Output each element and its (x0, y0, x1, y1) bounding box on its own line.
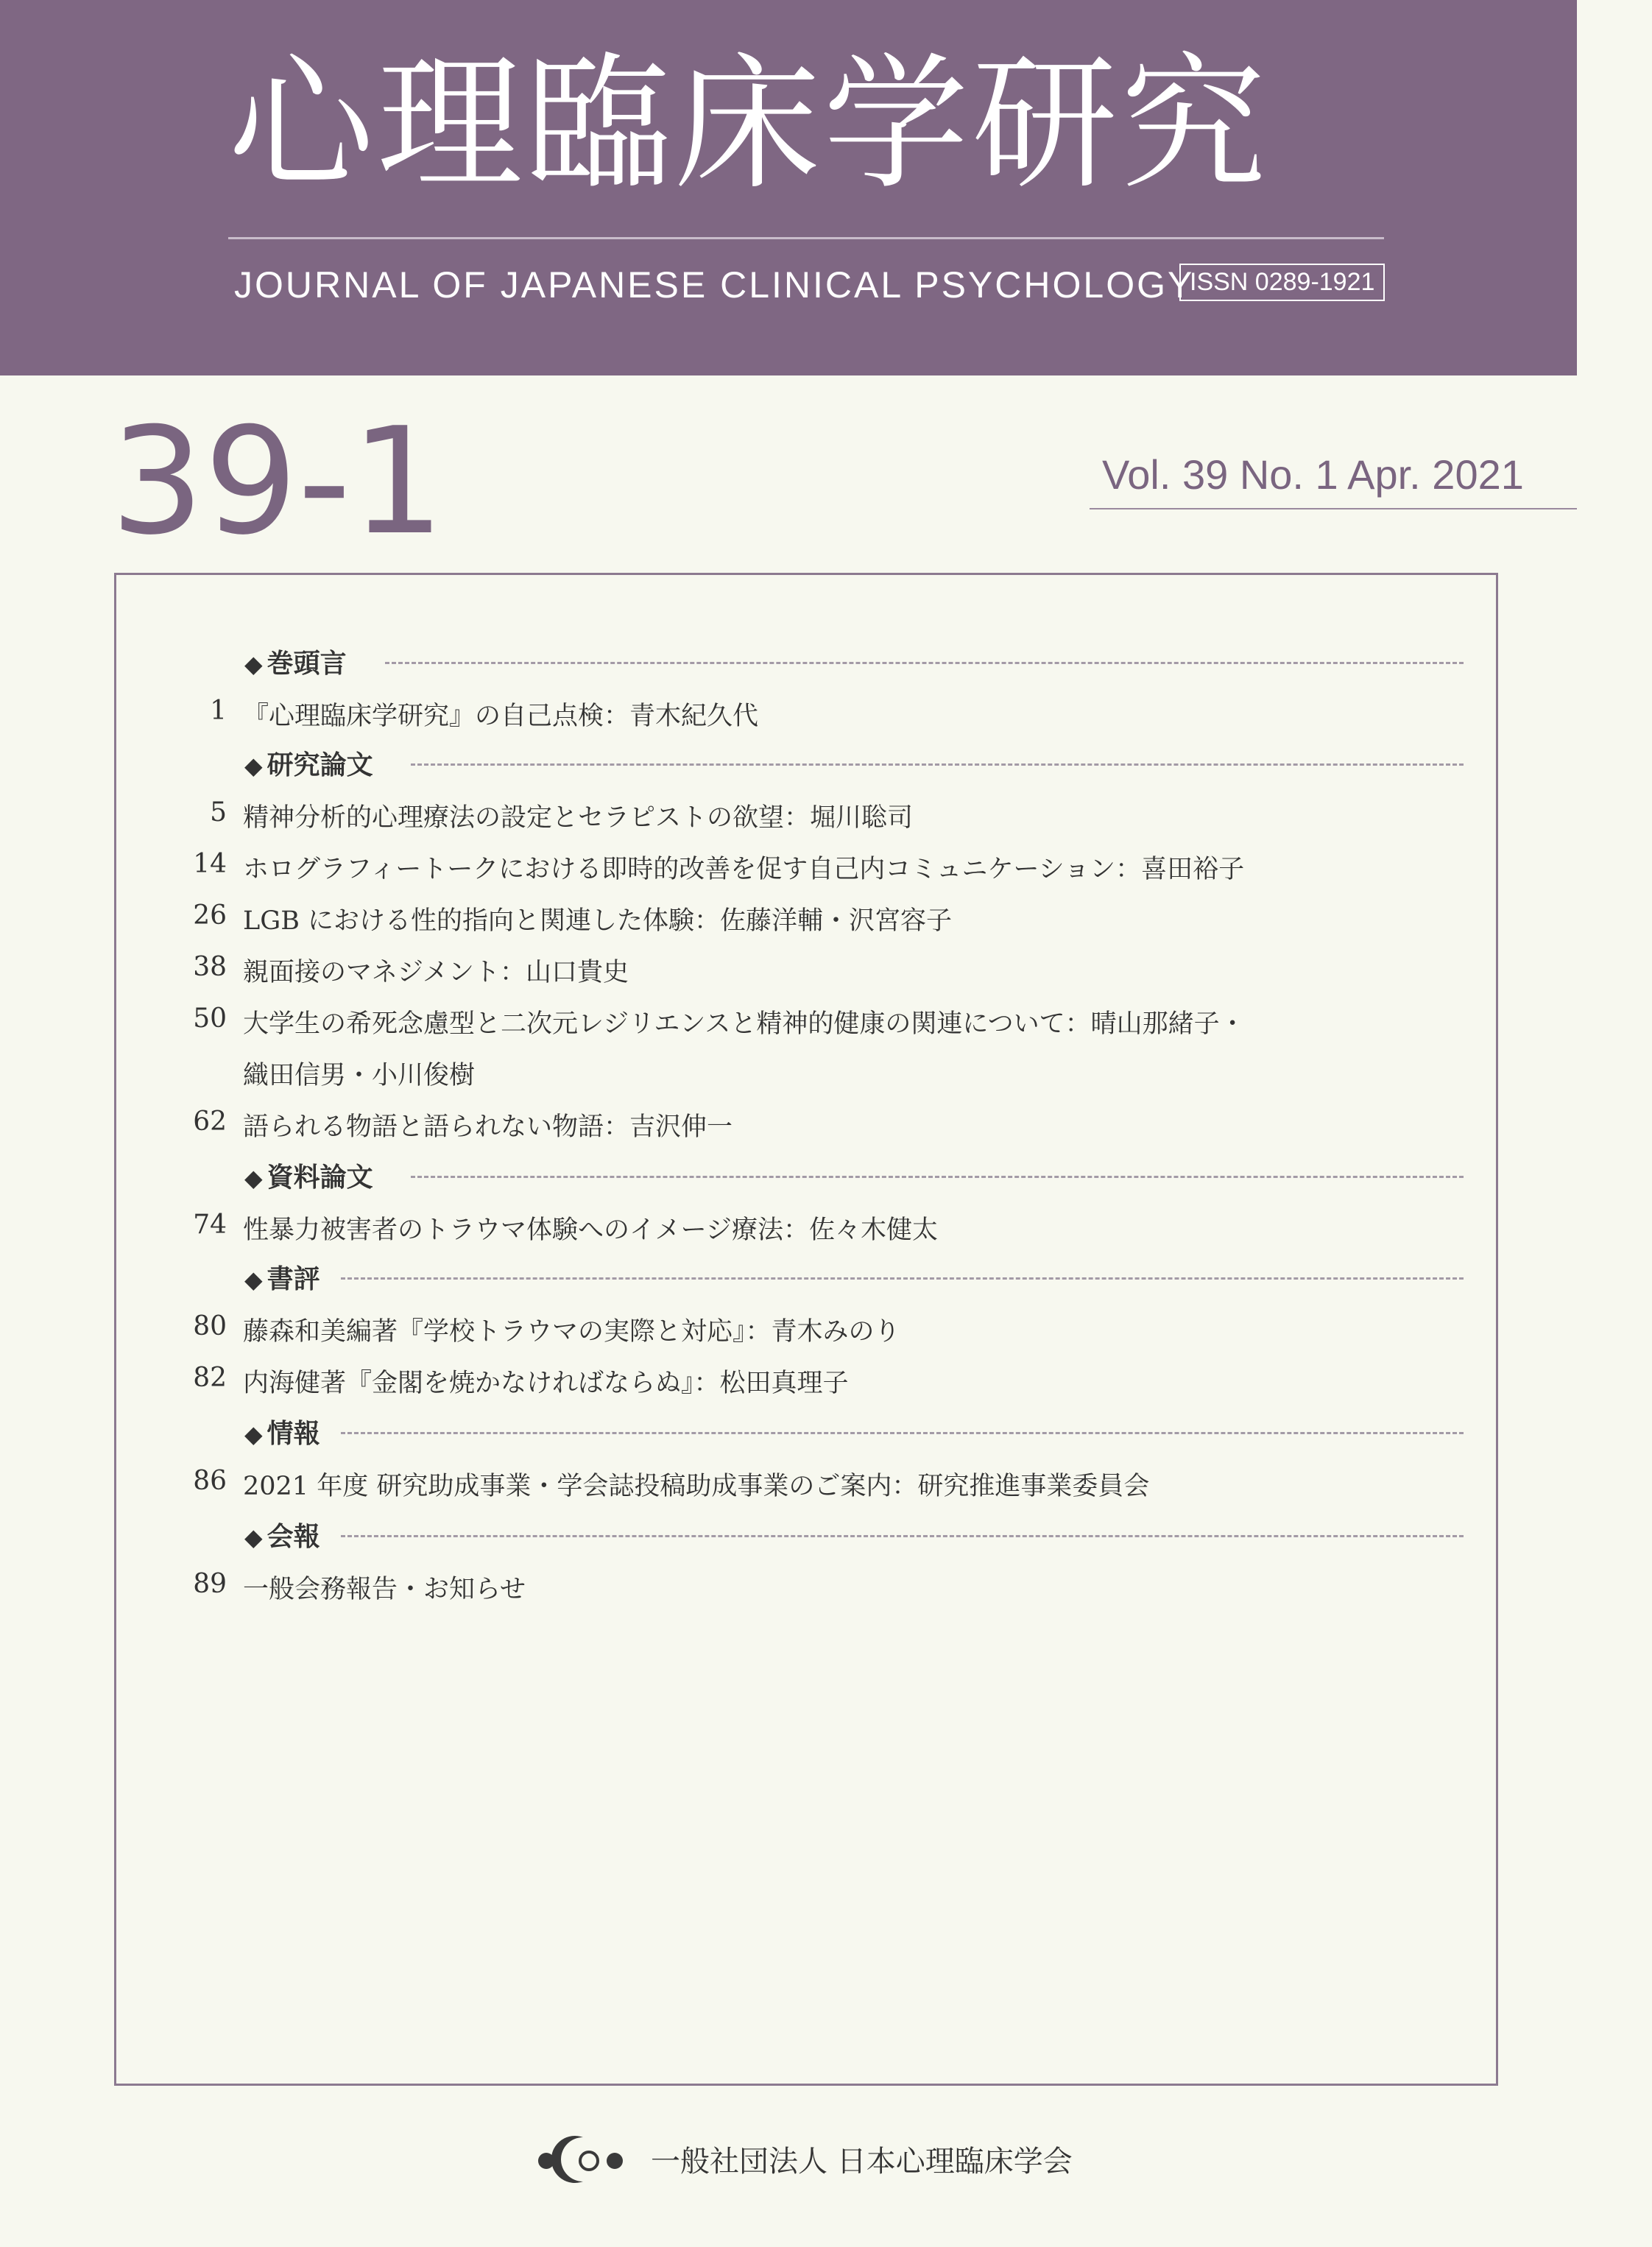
publisher-footer (537, 2133, 1073, 2184)
toc-entry-row (116, 789, 1500, 840)
toc-entry-row (116, 1560, 1500, 1612)
volume-info: Vol. 39 No. 1 Apr. 2021 (1102, 451, 1524, 498)
volume-underline (1090, 508, 1577, 509)
toc-entry-row (116, 892, 1500, 943)
issue-number: 39-1 (110, 396, 445, 568)
page-number: 38 (193, 952, 227, 982)
toc-entry-row (116, 943, 1500, 995)
diamond-bullet-icon: ◆ (244, 650, 263, 678)
page-number: 1 (210, 696, 227, 726)
toc-entry-row (116, 1201, 1500, 1252)
section-heading: ◆ 研究論文 (244, 750, 373, 780)
entry-title: 『心理臨床学研究』の自己点検：青木紀久代 (243, 702, 759, 731)
page-number: 82 (193, 1363, 227, 1393)
section-dashed-rule (341, 1535, 1464, 1537)
page-number: 5 (210, 797, 227, 828)
publisher-name: 一般社団法人 日本心理臨床学会 (651, 2144, 1073, 2179)
diamond-bullet-icon: ◆ (244, 1266, 263, 1294)
section-dashed-rule (341, 1277, 1464, 1280)
entry-title: 藤森和美編著『学校トラウマの実際と対応』：青木みのり (243, 1317, 900, 1347)
table-of-contents (114, 573, 1498, 2086)
issn-box: ISSN 0289-1921 (1179, 264, 1385, 301)
diamond-bullet-icon: ◆ (244, 1164, 263, 1192)
toc-section-row (116, 1405, 1500, 1457)
toc-entry-row (116, 840, 1500, 892)
diamond-bullet-icon: ◆ (244, 752, 263, 780)
society-logo-graphic (537, 2133, 633, 2184)
page-number: 89 (193, 1569, 227, 1599)
page-number: 14 (193, 849, 227, 879)
diamond-bullet-icon: ◆ (244, 1420, 263, 1448)
page-number: 86 (193, 1466, 227, 1496)
section-heading: ◆ 書評 (244, 1264, 320, 1294)
toc-entry-row (116, 995, 1500, 1046)
entry-title: 一般会務報告・お知らせ (243, 1575, 526, 1604)
toc-section-row (116, 1509, 1500, 1560)
section-dashed-rule (411, 763, 1464, 766)
entry-title: 精神分析的心理療法の設定とセラピストの欲望：堀川聡司 (243, 803, 914, 833)
page-number: 74 (193, 1210, 227, 1240)
section-heading: ◆ 会報 (244, 1522, 320, 1552)
entry-title: 性暴力被害者のトラウマ体験へのイメージ療法：佐々木健太 (243, 1216, 938, 1245)
section-dashed-rule (385, 662, 1464, 664)
entry-title: 大学生の希死念慮型と二次元レジリエンスと精神的健康の関連について：晴山那緒子・ (243, 1009, 1246, 1039)
section-heading: ◆ 資料論文 (244, 1163, 373, 1193)
page-number: 80 (193, 1311, 227, 1341)
toc-entry-row (116, 687, 1500, 738)
toc-section-row (116, 737, 1500, 789)
society-logo-icon (537, 2133, 633, 2184)
toc-entry-row (116, 1457, 1500, 1509)
toc-section-row (116, 1149, 1500, 1201)
journal-title-en: JOURNAL OF JAPANESE CLINICAL PSYCHOLOGY (234, 264, 1195, 306)
entry-title: 親面接のマネジメント：山口貴史 (243, 958, 629, 987)
entry-title: ホログラフィートークにおける即時的改善を促す自己内コミュニケーション：喜田裕子 (243, 855, 1245, 884)
entry-title: 内海健著『金閣を焼かなければならぬ』：松田真理子 (243, 1369, 849, 1398)
toc-entry-row (116, 1302, 1500, 1354)
page-number: 50 (193, 1003, 227, 1034)
diamond-bullet-icon: ◆ (244, 1523, 263, 1551)
entry-title: 2021 年度 研究助成事業・学会誌投稿助成事業のご案内：研究推進事業委員会 (243, 1472, 1150, 1501)
toc-entry-row (116, 1354, 1500, 1405)
entry-title: 語られる物語と語られない物語：吉沢伸一 (243, 1112, 733, 1142)
journal-title-jp: 心理臨床学研究 (228, 39, 1269, 209)
toc-section-row (116, 635, 1500, 687)
entry-title: 織田信男・小川俊樹 (243, 1061, 476, 1090)
header-divider (228, 237, 1384, 239)
toc-section-row (116, 1251, 1500, 1302)
cover-header (0, 0, 1577, 375)
section-dashed-rule (411, 1176, 1464, 1178)
section-heading: ◆ 情報 (244, 1419, 320, 1449)
section-heading: ◆ 巻頭言 (244, 649, 347, 679)
toc-entry-row (116, 1046, 1500, 1098)
entry-title: LGB における性的指向と関連した体験：佐藤洋輔・沢宮容子 (243, 906, 953, 936)
toc-entry-row (116, 1098, 1500, 1149)
section-dashed-rule (341, 1432, 1464, 1434)
page-number: 62 (193, 1107, 227, 1137)
page-number: 26 (193, 900, 227, 931)
